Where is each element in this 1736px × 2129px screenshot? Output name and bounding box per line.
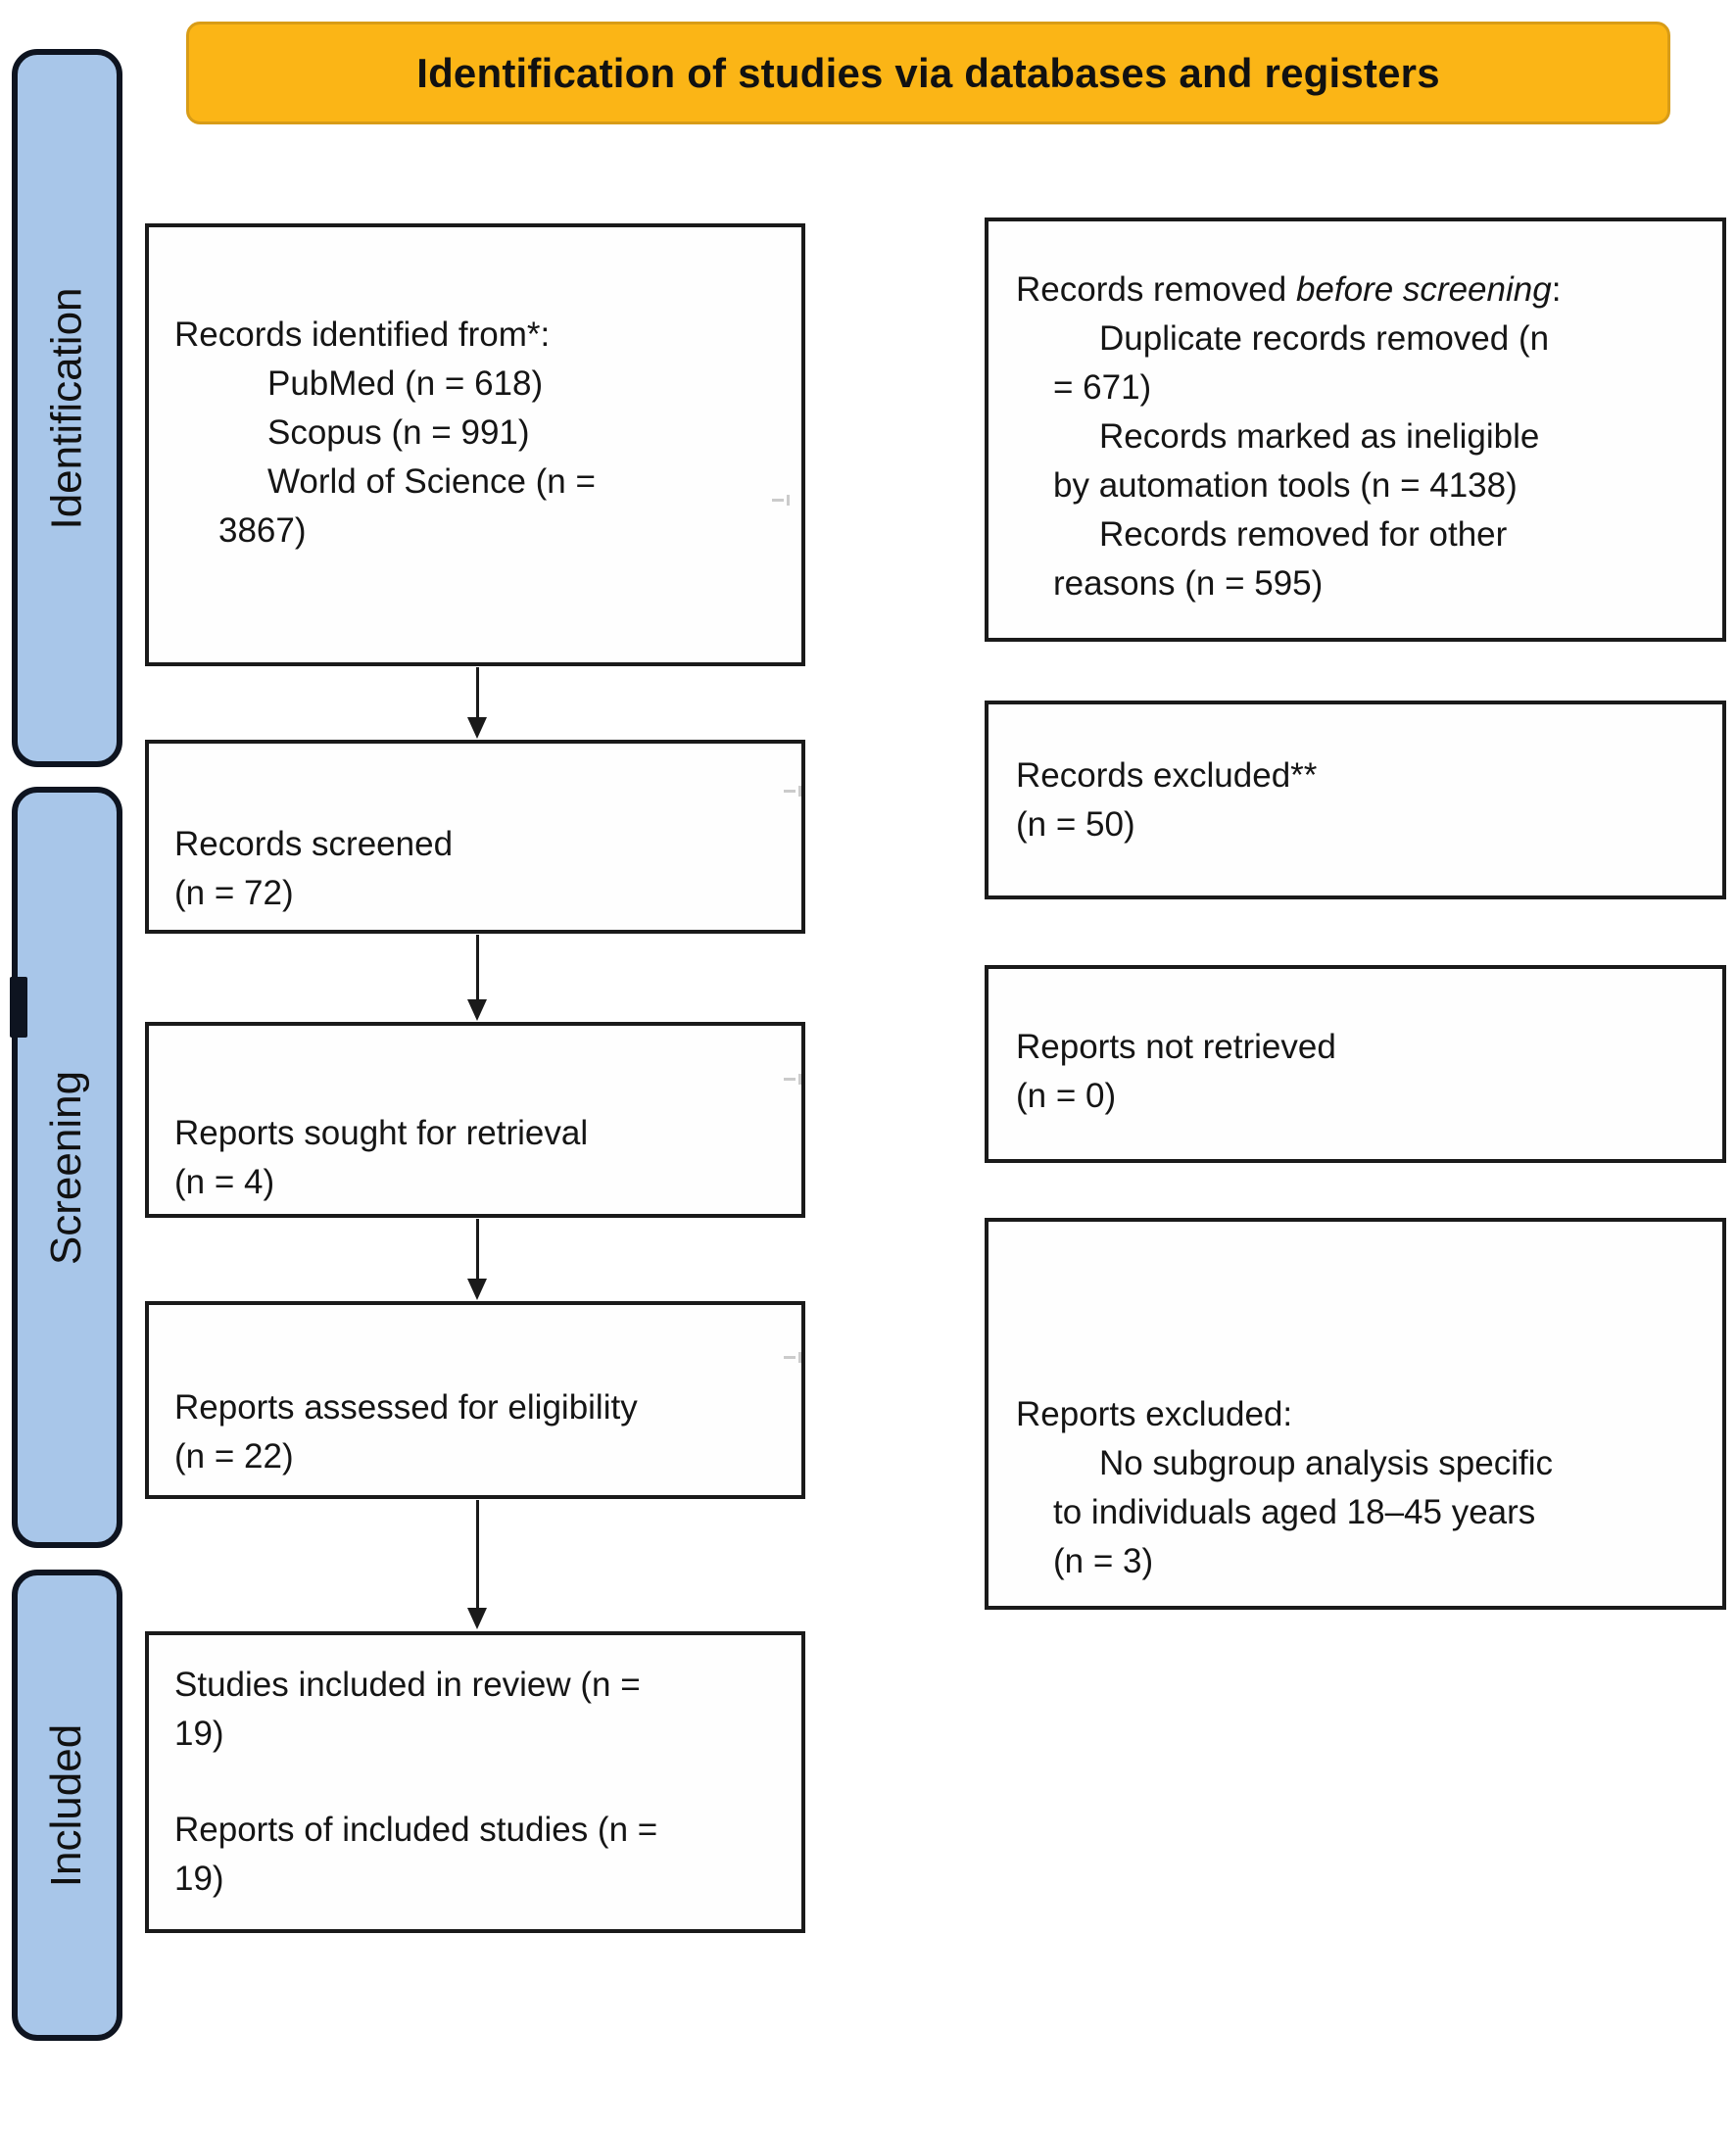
- stage-label-screening-text: Screening: [42, 1070, 91, 1265]
- reports-assessed-label: Reports assessed for eligibility: [174, 1388, 638, 1427]
- reports-included-label: Reports of included studies (n =: [174, 1811, 658, 1849]
- box-records-screened: [145, 740, 805, 934]
- records-identified-wos-count: 3867): [218, 511, 307, 550]
- stage-label-identification-text: Identification: [42, 286, 91, 530]
- records-removed-heading-colon: :: [1551, 270, 1562, 309]
- reports-sought-count: (n = 4): [174, 1163, 275, 1201]
- reports-not-retrieved-label: Reports not retrieved: [1016, 1028, 1336, 1066]
- arrow-sought-to-assessed-head: [467, 1279, 487, 1300]
- stage-label-included-text: Included: [42, 1723, 91, 1887]
- box-studies-included: [145, 1631, 805, 1933]
- reports-excluded-reason-cont: to individuals aged 18–45 years: [1053, 1493, 1536, 1531]
- records-removed-heading-italic: before screening: [1295, 270, 1552, 309]
- duplicates-removed-count: = 671): [1053, 368, 1152, 407]
- stage-label-screening: [12, 787, 122, 1548]
- studies-included-count: 19): [174, 1715, 224, 1753]
- studies-included-label: Studies included in review (n =: [174, 1666, 641, 1704]
- arrow-identified-to-screened-line: [476, 667, 479, 718]
- box-reports-assessed: [145, 1301, 805, 1499]
- anchor-mark-icon: [784, 1074, 801, 1085]
- blank-line: [174, 1759, 788, 1806]
- stage-label-included: [12, 1570, 122, 2041]
- arrow-assessed-to-included-head: [467, 1608, 487, 1629]
- box-records-removed: [985, 218, 1726, 642]
- ineligible-records: Records marked as ineligible: [1099, 417, 1540, 456]
- ineligible-records-count: by automation tools (n = 4138): [1053, 466, 1518, 505]
- edge-notch-artifact: [10, 977, 27, 1038]
- records-identified-wos: World of Science (n =: [267, 462, 596, 501]
- records-identified-heading: Records identified from*:: [174, 315, 551, 354]
- records-removed-heading: [1016, 266, 1709, 315]
- other-reasons-count: reasons (n = 595): [1053, 564, 1324, 603]
- records-excluded-label: Records excluded**: [1016, 756, 1318, 795]
- reports-included-count: 19): [174, 1860, 224, 1898]
- duplicates-removed: Duplicate records removed (n: [1099, 319, 1550, 358]
- records-removed-heading-prefix: Records removed: [1016, 270, 1296, 309]
- arrow-screened-to-sought-head: [467, 999, 487, 1021]
- records-screened-label: Records screened: [174, 825, 454, 863]
- reports-excluded-reason: No subgroup analysis specific: [1099, 1444, 1554, 1482]
- anchor-mark-icon: [772, 495, 790, 506]
- box-reports-sought: [145, 1022, 805, 1218]
- title-banner: [186, 22, 1670, 124]
- other-reasons: Records removed for other: [1099, 515, 1508, 554]
- reports-excluded-heading: Reports excluded:: [1016, 1395, 1293, 1433]
- reports-excluded-count: (n = 3): [1053, 1542, 1154, 1580]
- arrow-sought-to-assessed-line: [476, 1219, 479, 1279]
- anchor-mark-icon: [784, 786, 801, 797]
- records-excluded-count: (n = 50): [1016, 805, 1135, 844]
- reports-sought-label: Reports sought for retrieval: [174, 1114, 589, 1152]
- box-records-excluded: [985, 701, 1726, 899]
- records-screened-count: (n = 72): [174, 874, 294, 912]
- box-records-identified: [145, 223, 805, 666]
- arrow-identified-to-screened-head: [467, 717, 487, 739]
- anchor-mark-icon: [784, 1352, 801, 1363]
- box-reports-not-retrieved: [985, 965, 1726, 1163]
- arrow-assessed-to-included-line: [476, 1500, 479, 1608]
- page-title: Identification of studies via databases and registers: [416, 49, 1440, 96]
- records-identified-pubmed: PubMed (n = 618): [267, 364, 544, 403]
- reports-not-retrieved-count: (n = 0): [1016, 1077, 1117, 1115]
- arrow-screened-to-sought-line: [476, 935, 479, 999]
- box-reports-excluded: [985, 1218, 1726, 1610]
- reports-assessed-count: (n = 22): [174, 1437, 294, 1476]
- stage-label-identification: [12, 49, 122, 767]
- records-identified-scopus: Scopus (n = 991): [267, 413, 530, 452]
